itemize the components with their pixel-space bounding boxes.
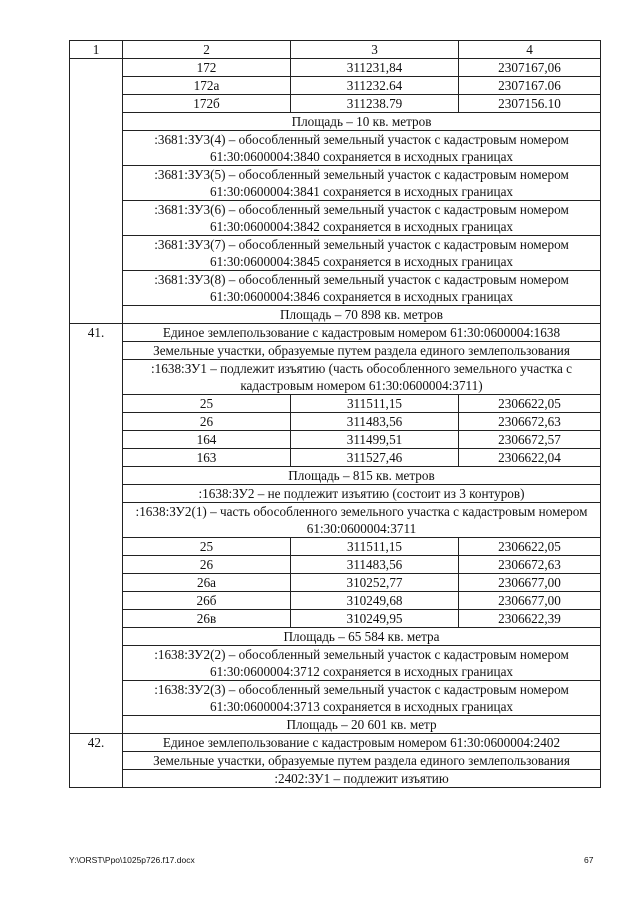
y-coordinate-cell: 2306622,39 (459, 610, 601, 628)
table-row (70, 236, 601, 271)
item-number-cell (70, 395, 123, 413)
merged-text-cell: Площадь – 815 кв. метров (123, 467, 601, 485)
y-coordinate-cell: 2306677,00 (459, 592, 601, 610)
item-number-cell (70, 59, 123, 77)
item-number-cell: 42. (70, 734, 123, 752)
merged-text-cell: Земельные участки, образуемые путем раздела единого землепользования (123, 342, 601, 360)
merged-text-cell: :1638:ЗУ2(3) – обособленный земельный участок с кадастровым номером 61:30:0600004:3713 сохраняется в исходных границах (123, 681, 601, 716)
footer-page-number: 67 (584, 855, 594, 865)
item-number-cell (70, 467, 123, 485)
item-number-cell (70, 449, 123, 467)
point-number-cell: 26а (123, 574, 291, 592)
item-number-cell: 41. (70, 324, 123, 342)
item-number-cell (70, 538, 123, 556)
merged-text-cell: Площадь – 65 584 кв. метра (123, 628, 601, 646)
item-number-cell (70, 77, 123, 95)
point-number-cell: 172б (123, 95, 291, 113)
table-row (70, 395, 601, 413)
x-coordinate-cell: 311483,56 (291, 413, 459, 431)
item-number-cell (70, 360, 123, 395)
table-row (70, 752, 601, 770)
y-coordinate-cell: 2307156.10 (459, 95, 601, 113)
x-coordinate-cell: 311483,56 (291, 556, 459, 574)
item-number-cell (70, 431, 123, 449)
table-row (70, 113, 601, 131)
point-number-cell: 26 (123, 556, 291, 574)
x-coordinate-cell: 311499,51 (291, 431, 459, 449)
point-number-cell: 26б (123, 592, 291, 610)
table-row (70, 413, 601, 431)
merged-text-cell: Площадь – 20 601 кв. метр (123, 716, 601, 734)
item-number-cell (70, 131, 123, 166)
merged-text-cell: :3681:ЗУ3(6) – обособленный земельный участок с кадастровым номером 61:30:0600004:3842 сохраняется в исходных границах (123, 201, 601, 236)
y-coordinate-cell: 2307167.06 (459, 77, 601, 95)
x-coordinate-cell: 311238.79 (291, 95, 459, 113)
table-row (70, 556, 601, 574)
item-number-cell (70, 592, 123, 610)
item-number-cell (70, 166, 123, 201)
merged-text-cell: :1638:ЗУ1 – подлежит изъятию (часть обособленного земельного участка с кадастровым номером 61:30:0600004:3711) (123, 360, 601, 395)
point-number-cell: 172а (123, 77, 291, 95)
item-number-cell (70, 752, 123, 770)
column-header: 2 (123, 41, 291, 59)
merged-text-cell: Земельные участки, образуемые путем раздела единого землепользования (123, 752, 601, 770)
table-row (70, 449, 601, 467)
merged-text-cell: Площадь – 70 898 кв. метров (123, 306, 601, 324)
item-number-cell (70, 271, 123, 306)
item-number-cell (70, 113, 123, 131)
item-number-cell (70, 556, 123, 574)
point-number-cell: 25 (123, 395, 291, 413)
table-row (70, 306, 601, 324)
item-number-cell (70, 716, 123, 734)
table-row (70, 716, 601, 734)
table-row (70, 770, 601, 788)
y-coordinate-cell: 2306672,63 (459, 556, 601, 574)
merged-text-cell: :3681:ЗУ3(5) – обособленный земельный участок с кадастровым номером 61:30:0600004:3841 сохраняется в исходных границах (123, 166, 601, 201)
point-number-cell: 164 (123, 431, 291, 449)
x-coordinate-cell: 310252,77 (291, 574, 459, 592)
merged-text-cell: Единое землепользование с кадастровым номером 61:30:0600004:2402 (123, 734, 601, 752)
y-coordinate-cell: 2306622,05 (459, 538, 601, 556)
point-number-cell: 26 (123, 413, 291, 431)
table-row (70, 592, 601, 610)
table-body (70, 59, 601, 788)
item-number-cell (70, 770, 123, 788)
header-row (70, 41, 601, 59)
x-coordinate-cell: 311231,84 (291, 59, 459, 77)
table-row (70, 538, 601, 556)
table-row (70, 166, 601, 201)
y-coordinate-cell: 2306622,04 (459, 449, 601, 467)
item-number-cell (70, 646, 123, 681)
table-row (70, 503, 601, 538)
merged-text-cell: :1638:ЗУ2(2) – обособленный земельный участок с кадастровым номером 61:30:0600004:3712 сохраняется в исходных границах (123, 646, 601, 681)
merged-text-cell: :3681:ЗУ3(7) – обособленный земельный участок с кадастровым номером 61:30:0600004:3845 сохраняется в исходных границах (123, 236, 601, 271)
merged-text-cell: :3681:ЗУ3(4) – обособленный земельный участок с кадастровым номером 61:30:0600004:3840 сохраняется в исходных границах (123, 131, 601, 166)
item-number-cell (70, 201, 123, 236)
document-table (69, 40, 601, 788)
merged-text-cell: :3681:ЗУ3(8) – обособленный земельный участок с кадастровым номером 61:30:0600004:3846 сохраняется в исходных границах (123, 271, 601, 306)
y-coordinate-cell: 2306622,05 (459, 395, 601, 413)
x-coordinate-cell: 310249,95 (291, 610, 459, 628)
x-coordinate-cell: 311527,46 (291, 449, 459, 467)
column-header: 1 (70, 41, 123, 59)
merged-text-cell: :2402:ЗУ1 – подлежит изъятию (123, 770, 601, 788)
table-row (70, 59, 601, 77)
table-row (70, 201, 601, 236)
table-row (70, 95, 601, 113)
point-number-cell: 172 (123, 59, 291, 77)
item-number-cell (70, 681, 123, 716)
column-header: 4 (459, 41, 601, 59)
item-number-cell (70, 306, 123, 324)
table-row (70, 681, 601, 716)
item-number-cell (70, 413, 123, 431)
item-number-cell (70, 95, 123, 113)
y-coordinate-cell: 2306677,00 (459, 574, 601, 592)
x-coordinate-cell: 311232.64 (291, 77, 459, 95)
table-row (70, 628, 601, 646)
footer-file-path: Y:\ORST\Ppo\1025p726.f17.docx (69, 855, 195, 865)
y-coordinate-cell: 2307167,06 (459, 59, 601, 77)
merged-text-cell: Площадь – 10 кв. метров (123, 113, 601, 131)
table-row (70, 431, 601, 449)
y-coordinate-cell: 2306672,63 (459, 413, 601, 431)
item-number-cell (70, 574, 123, 592)
merged-text-cell: :1638:ЗУ2(1) – часть обособленного земельного участка с кадастровым номером 61:30:0600004:3711 (123, 503, 601, 538)
item-number-cell (70, 610, 123, 628)
table-row (70, 342, 601, 360)
table-row (70, 734, 601, 752)
x-coordinate-cell: 311511,15 (291, 538, 459, 556)
table-row (70, 646, 601, 681)
table-row (70, 467, 601, 485)
item-number-cell (70, 342, 123, 360)
table-row (70, 574, 601, 592)
table-row (70, 610, 601, 628)
item-number-cell (70, 485, 123, 503)
column-header: 3 (291, 41, 459, 59)
merged-text-cell: Единое землепользование с кадастровым номером 61:30:0600004:1638 (123, 324, 601, 342)
y-coordinate-cell: 2306672,57 (459, 431, 601, 449)
x-coordinate-cell: 311511,15 (291, 395, 459, 413)
merged-text-cell: :1638:ЗУ2 – не подлежит изъятию (состоит из 3 контуров) (123, 485, 601, 503)
item-number-cell (70, 628, 123, 646)
table-row (70, 131, 601, 166)
table-row (70, 77, 601, 95)
table-row (70, 271, 601, 306)
item-number-cell (70, 503, 123, 538)
point-number-cell: 25 (123, 538, 291, 556)
point-number-cell: 163 (123, 449, 291, 467)
x-coordinate-cell: 310249,68 (291, 592, 459, 610)
point-number-cell: 26в (123, 610, 291, 628)
item-number-cell (70, 236, 123, 271)
table-row (70, 324, 601, 342)
table-row (70, 485, 601, 503)
table-row (70, 360, 601, 395)
